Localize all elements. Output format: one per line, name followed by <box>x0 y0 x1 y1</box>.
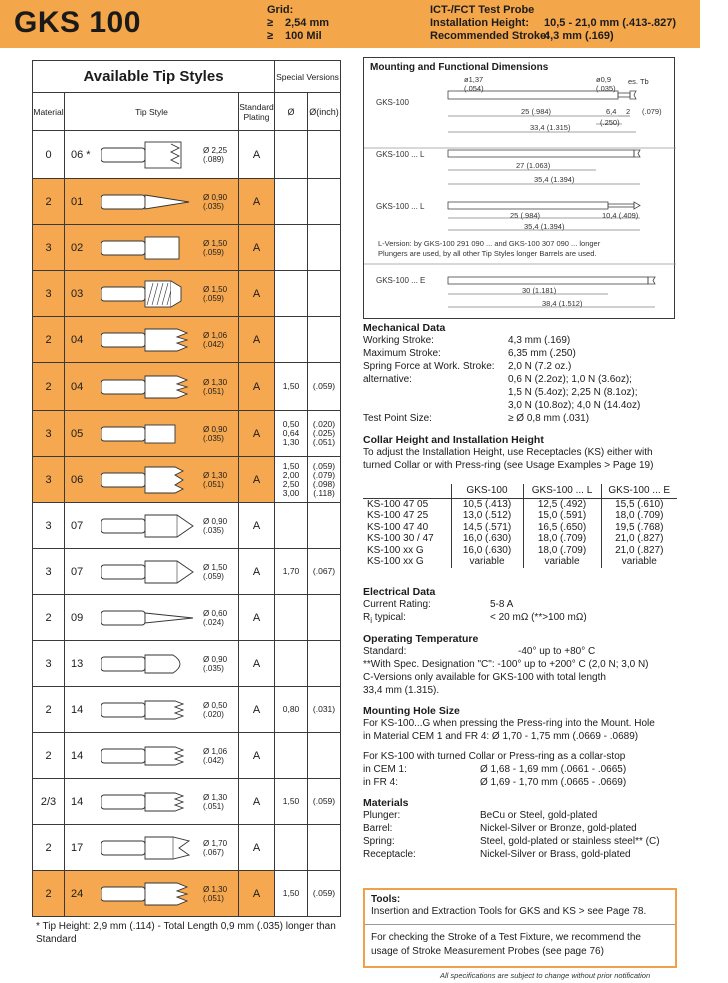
tip-diameter: Ø 0,50 (.020) <box>203 700 228 719</box>
tip-style-cell <box>65 779 239 825</box>
special-diameter-cell: 1,50 <box>275 779 308 825</box>
mech-working-stroke-label: Working Stroke: <box>363 335 434 346</box>
probe-type: ICT-/FCT Test Probe <box>430 4 535 16</box>
tip-shape-icon <box>101 601 203 635</box>
tip-shape-icon <box>101 509 203 543</box>
probe3-354: 35,4 (1.394) <box>524 222 565 231</box>
tip-style-cell <box>65 225 239 271</box>
grid-mm: ≥ 2,54 mm <box>267 17 330 29</box>
hole-fr4-value: Ø 1,69 - 1,70 mm (.0665 - .0669) <box>480 777 627 788</box>
plating-header: Standard Plating <box>239 93 275 131</box>
material-header: Material <box>33 93 65 131</box>
diameter-header: Ø <box>275 93 308 131</box>
tip-row <box>33 131 341 179</box>
temp-standard-label: Standard: <box>363 646 407 657</box>
mech-spring-force-label: Spring Force at Work. Stroke: <box>363 361 495 372</box>
special-inch-cell: (.059) (.079) (.098) (.118) <box>308 457 341 503</box>
collar-cell: variable <box>601 556 677 568</box>
special-inch-cell: (.031) <box>308 687 341 733</box>
temp-spec-c: **With Spec. Designation "C": -100° up to +200° C (2,0 N; 3,0 N) <box>363 659 649 670</box>
tip-code: 04 <box>71 333 84 346</box>
tip-code: 14 <box>71 749 84 762</box>
tip-code: 09 <box>71 611 84 624</box>
plating-cell: A <box>239 733 275 779</box>
tip-row <box>33 687 341 733</box>
tip-style-cell <box>65 503 239 549</box>
collar-header-3: GKS-100 ... E <box>601 484 677 498</box>
tip-code: 06 <box>71 473 84 486</box>
tip-code: 05 <box>71 427 84 440</box>
special-inch-cell: (.059) <box>308 779 341 825</box>
tip-diameter: Ø 1,30 (.051) <box>203 470 228 489</box>
collar-cell: KS-100 47 05 <box>367 498 429 510</box>
special-diameter-cell <box>275 271 308 317</box>
collar-cell: 15,0 (.591) <box>523 510 601 522</box>
tip-row <box>33 271 341 317</box>
tip-shape-icon <box>101 739 203 773</box>
collar-cell: 16,0 (.630) <box>451 533 523 545</box>
plating-cell: A <box>239 779 275 825</box>
mech-test-point-value: ≥ Ø 0,8 mm (.031) <box>508 413 590 424</box>
plating-cell: A <box>239 457 275 503</box>
mech-alternative-label: alternative: <box>363 374 412 385</box>
collar-header-1: GKS-100 <box>451 484 523 498</box>
tip-row <box>33 317 341 363</box>
collar-row <box>363 498 677 510</box>
tip-style-cell <box>65 411 239 457</box>
tools-text-1: Insertion and Extraction Tools for GKS and KS > see Page 78. <box>371 906 647 917</box>
tip-code: 17 <box>71 841 84 854</box>
diameter-inch-header: Ø(inch) <box>308 93 341 131</box>
probe4-label: GKS-100 ... E <box>376 276 426 285</box>
probe1-2: 2 <box>626 107 631 116</box>
mat-barrel-label: Barrel: <box>363 823 393 834</box>
special-diameter-cell <box>275 733 308 779</box>
tip-style-cell <box>65 317 239 363</box>
collar-cell: 12,5 (.492) <box>523 498 601 510</box>
collar-header-0 <box>363 484 451 498</box>
material-cell: 3 <box>33 411 65 457</box>
mechanical-title: Mechanical Data <box>363 322 446 334</box>
tip-diameter: Ø 1,30 (.051) <box>203 377 228 396</box>
grid-label: Grid: <box>267 4 294 16</box>
collar-cell: 18,0 (.709) <box>523 533 601 545</box>
probe1-d1: ø1,37 <box>464 75 484 84</box>
tip-shape-icon <box>101 277 203 311</box>
tip-shape-icon <box>101 370 203 404</box>
material-cell: 2 <box>33 871 65 917</box>
probe1-d2-inch: (.035) <box>596 84 616 93</box>
collar-row <box>363 545 677 557</box>
probe3-label: GKS-100 ... L <box>376 202 425 211</box>
tip-shape-icon <box>101 417 203 451</box>
mat-barrel-value: Nickel-Silver or Bronze, gold-plated <box>480 823 637 834</box>
tip-code: 13 <box>71 657 84 670</box>
special-diameter-cell <box>275 595 308 641</box>
tip-code: 03 <box>71 287 84 300</box>
special-diameter-cell <box>275 503 308 549</box>
probe4-384: 38,4 (1.512) <box>542 299 583 308</box>
mech-test-point-label: Test Point Size: <box>363 413 432 424</box>
special-inch-cell <box>308 131 341 179</box>
tip-style-cell <box>65 131 239 179</box>
tip-diameter: Ø 0,90 (.035) <box>203 192 228 211</box>
tip-style-cell <box>65 179 239 225</box>
tip-row <box>33 225 341 271</box>
tip-row <box>33 549 341 595</box>
collar-header-2: GKS-100 ... L <box>523 484 601 498</box>
material-cell: 3 <box>33 503 65 549</box>
plating-cell: A <box>239 411 275 457</box>
probe1-2-inch: (.079) <box>642 107 662 116</box>
temperature-title: Operating Temperature <box>363 633 479 645</box>
probe2-354: 35,4 (1.394) <box>534 175 575 184</box>
collar-cell: 21,0 (.827) <box>601 545 677 557</box>
special-inch-cell <box>308 825 341 871</box>
tip-code: 14 <box>71 795 84 808</box>
tip-styles-table <box>32 60 341 917</box>
recommended-stroke: Recommended Stroke: 4,3 mm (.169) <box>430 30 614 42</box>
material-cell: 2 <box>33 363 65 411</box>
material-cell: 3 <box>33 271 65 317</box>
probe1-d1-inch: (.054) <box>464 84 484 93</box>
mech-alternative-2: 1,5 N (5.4oz); 2,25 N (8.1oz); <box>508 387 638 398</box>
mat-receptacle-value: Nickel-Silver or Brass, gold-plated <box>480 849 631 860</box>
materials-title: Materials <box>363 797 409 809</box>
hole-text-3: For KS-100 with turned Collar or Press-ring as a collar-stop <box>363 751 626 762</box>
probe1-334: 33,4 (1.315) <box>530 123 571 132</box>
tip-row <box>33 779 341 825</box>
special-versions-header: Special Versions <box>275 61 341 93</box>
tip-row <box>33 733 341 779</box>
tip-row <box>33 457 341 503</box>
mech-alternative-3: 3,0 N (10.8oz); 4,0 N (14.4oz) <box>508 400 641 411</box>
collar-title: Collar Height and Installation Height <box>363 434 544 446</box>
plating-cell: A <box>239 179 275 225</box>
collar-cell: variable <box>451 556 523 568</box>
page-header <box>0 0 728 48</box>
collar-cell: 16,5 (.650) <box>523 522 601 534</box>
tools-text-3: usage of Stroke Measurement Probes (see page 76) <box>371 946 604 957</box>
plating-cell: A <box>239 225 275 271</box>
tip-code: 02 <box>71 241 84 254</box>
tip-row <box>33 503 341 549</box>
special-inch-cell <box>308 179 341 225</box>
material-cell: 2 <box>33 317 65 363</box>
probe1-25: 25 (.984) <box>521 107 552 116</box>
collar-row <box>363 533 677 545</box>
mech-max-stroke-value: 6,35 mm (.250) <box>508 348 576 359</box>
special-diameter-cell <box>275 317 308 363</box>
mounting-title: Mounting and Functional Dimensions <box>370 62 549 73</box>
tip-style-cell <box>65 549 239 595</box>
special-diameter-cell: 1,50 <box>275 363 308 411</box>
tip-row <box>33 179 341 225</box>
special-diameter-cell <box>275 825 308 871</box>
tip-row <box>33 595 341 641</box>
material-cell: 3 <box>33 225 65 271</box>
tip-diameter: Ø 1,50 (.059) <box>203 238 228 257</box>
special-inch-cell: (.020) (.025) (.051) <box>308 411 341 457</box>
collar-row <box>363 556 677 568</box>
tip-diameter: Ø 1,30 (.051) <box>203 884 228 903</box>
plating-cell: A <box>239 503 275 549</box>
probe1-64: 6,4 <box>606 107 617 116</box>
collar-cell: 21,0 (.827) <box>601 533 677 545</box>
collar-table <box>363 484 677 568</box>
mounting-dimensions-box <box>363 57 675 319</box>
material-cell: 2/3 <box>33 779 65 825</box>
install-height: Installation Height: 10,5 - 21,0 mm (.413-.827) <box>430 17 677 29</box>
plating-cell: A <box>239 271 275 317</box>
tip-code: 07 <box>71 565 84 578</box>
material-cell: 2 <box>33 733 65 779</box>
collar-cell: variable <box>523 556 601 568</box>
mat-receptacle-label: Receptacle: <box>363 849 416 860</box>
collar-cell: 18,0 (.709) <box>523 545 601 557</box>
tip-diameter: Ø 1,06 (.042) <box>203 330 228 349</box>
special-inch-cell <box>308 595 341 641</box>
special-diameter-cell: 1,50 <box>275 871 308 917</box>
elec-resistance-value: < 20 mΩ (**>100 mΩ) <box>490 612 587 623</box>
collar-desc-1: To adjust the Installation Height, use Receptacles (KS) either with <box>363 447 653 458</box>
special-diameter-cell: 1,50 2,00 2,50 3,00 <box>275 457 308 503</box>
hole-text-1: For KS-100...G when pressing the Press-ring into the Mount. Hole <box>363 718 655 729</box>
tools-divider <box>365 924 675 925</box>
plating-cell: A <box>239 825 275 871</box>
temp-standard-value: -40° up to +80° C <box>518 646 596 657</box>
tip-shape-icon <box>101 831 203 865</box>
tip-diameter: Ø 1,50 (.059) <box>203 284 228 303</box>
probe1-64-inch: (.250) <box>600 118 620 127</box>
tip-row <box>33 641 341 687</box>
mech-max-stroke-label: Maximum Stroke: <box>363 348 441 359</box>
plating-cell: A <box>239 549 275 595</box>
temp-total-length: 33,4 mm (1.315). <box>363 685 440 696</box>
table-footnote: * Tip Height: 2,9 mm (.114) - Total Length 0,9 mm (.035) longer than Standard <box>36 921 336 945</box>
special-diameter-cell <box>275 131 308 179</box>
tip-style-cell <box>65 457 239 503</box>
tip-style-cell <box>65 871 239 917</box>
plating-cell: A <box>239 595 275 641</box>
collar-cell: KS-100 47 25 <box>367 510 429 521</box>
disclaimer: All specifications are subject to change without prior notification <box>440 971 651 980</box>
mat-plunger-value: BeCu or Steel, gold-plated <box>480 810 598 821</box>
tip-style-cell <box>65 733 239 779</box>
collar-cell: 16,0 (.630) <box>451 545 523 557</box>
collar-cell: 14,5 (.571) <box>451 522 523 534</box>
tools-title: Tools: <box>371 894 401 905</box>
tip-style-header: Tip Style <box>65 93 239 131</box>
plating-cell: A <box>239 363 275 411</box>
tip-row <box>33 363 341 411</box>
mat-plunger-label: Plunger: <box>363 810 401 821</box>
mat-spring-label: Spring: <box>363 836 395 847</box>
tip-style-cell <box>65 595 239 641</box>
plating-cell: A <box>239 641 275 687</box>
material-cell: 3 <box>33 549 65 595</box>
material-cell: 2 <box>33 595 65 641</box>
elec-current-value: 5-8 A <box>490 599 514 610</box>
hole-text-2: in Material CEM 1 and FR 4: Ø 1,70 - 1,75 mm (.0669 - .0689) <box>363 731 639 742</box>
tip-diameter: Ø 0,90 (.035) <box>203 424 228 443</box>
tip-shape-icon <box>101 138 203 172</box>
plating-cell: A <box>239 131 275 179</box>
probe3-104: 10,4 (.409) <box>602 211 639 220</box>
tip-code: 01 <box>71 195 84 208</box>
special-inch-cell: (.059) <box>308 871 341 917</box>
probe1-d2: ø0,9 <box>596 75 612 84</box>
tip-shape-icon <box>101 185 203 219</box>
tip-row <box>33 411 341 457</box>
tip-diameter: Ø 1,06 (.042) <box>203 746 228 765</box>
special-diameter-cell: 1,70 <box>275 549 308 595</box>
material-cell: 3 <box>33 457 65 503</box>
collar-row <box>363 522 677 534</box>
probe3-25: 25 (.984) <box>510 211 541 220</box>
temp-c-versions: C-Versions only available for GKS-100 with total length <box>363 672 606 683</box>
tip-shape-icon <box>101 323 203 357</box>
special-diameter-cell: 0,80 <box>275 687 308 733</box>
material-cell: 3 <box>33 641 65 687</box>
collar-cell: 19,5 (.768) <box>601 522 677 534</box>
tip-code: 04 <box>71 380 84 393</box>
probe4-30: 30 (1.181) <box>522 286 557 295</box>
material-cell: 2 <box>33 687 65 733</box>
special-inch-cell <box>308 641 341 687</box>
special-inch-cell <box>308 733 341 779</box>
special-diameter-cell <box>275 225 308 271</box>
tip-style-cell <box>65 271 239 317</box>
tools-text-2: For checking the Stroke of a Test Fixture, we recommend the <box>371 932 641 943</box>
collar-cell: KS-100 47 40 <box>367 521 429 533</box>
special-inch-cell <box>308 503 341 549</box>
special-diameter-cell <box>275 641 308 687</box>
tools-box <box>363 888 677 968</box>
collar-cell: KS-100 30 / 47 <box>367 533 434 544</box>
collar-cell: 13,0 (.512) <box>451 510 523 522</box>
collar-cell: 15,5 (.610) <box>601 498 677 510</box>
l-version-note: L-Version: by GKS-100 291 090 ... and GKS-100 307 090 ... longer Plungers are used, by all other Tip Styles longer Barrels are used. <box>378 239 601 258</box>
probe1-label: GKS-100 <box>376 98 409 107</box>
collar-cell: KS-100 xx G <box>367 556 424 567</box>
electrical-title: Electrical Data <box>363 586 436 598</box>
tip-shape-icon <box>101 693 203 727</box>
hole-fr4-label: in FR 4: <box>363 777 399 788</box>
tip-style-cell <box>65 687 239 733</box>
mech-working-stroke-value: 4,3 mm (.169) <box>508 335 571 346</box>
tip-diameter: Ø 1,30 (.051) <box>203 792 228 811</box>
mech-spring-force-value: 2,0 N (7.2 oz.) <box>508 361 572 372</box>
tip-code: 14 <box>71 703 84 716</box>
tip-style-cell <box>65 641 239 687</box>
mech-alternative-1: 0,6 N (2.2oz); 1,0 N (3.6oz); <box>508 374 632 385</box>
tip-code: 07 <box>71 519 84 532</box>
tip-shape-icon <box>101 555 203 589</box>
special-inch-cell <box>308 317 341 363</box>
special-inch-cell: (.067) <box>308 549 341 595</box>
special-diameter-cell <box>275 179 308 225</box>
tip-style-cell <box>65 363 239 411</box>
elec-current-label: Current Rating: <box>363 599 431 610</box>
tip-diameter: Ø 1,50 (.059) <box>203 562 228 581</box>
grid-mil: ≥ 100 Mil <box>267 30 322 42</box>
plating-cell: A <box>239 317 275 363</box>
tip-shape-icon <box>101 231 203 265</box>
table-caption: Available Tip Styles <box>33 61 275 93</box>
hole-title: Mounting Hole Size <box>363 705 460 717</box>
tip-code: 24 <box>71 887 84 900</box>
tip-diameter: Ø 0,90 (.035) <box>203 516 228 535</box>
collar-row <box>363 510 677 522</box>
material-cell: 0 <box>33 131 65 179</box>
plating-cell: A <box>239 687 275 733</box>
collar-cell: 18,0 (.709) <box>601 510 677 522</box>
probe2-27: 27 (1.063) <box>516 161 551 170</box>
tip-row <box>33 825 341 871</box>
material-cell: 2 <box>33 825 65 871</box>
probe2-label: GKS-100 ... L <box>376 150 425 159</box>
tip-diameter: Ø 0,90 (.035) <box>203 654 228 673</box>
plating-cell: A <box>239 871 275 917</box>
special-inch-cell <box>308 271 341 317</box>
collar-desc-2: turned Collar or with Press-ring (see Usage Examples > Page 19) <box>363 460 654 471</box>
tip-code: 06 * <box>71 148 91 161</box>
tip-shape-icon <box>101 877 203 911</box>
tip-shape-icon <box>101 463 203 497</box>
collar-cell: KS-100 xx G <box>367 544 424 556</box>
page-title: GKS 100 <box>14 6 141 39</box>
tip-shape-icon <box>101 785 203 819</box>
elec-resistance-label: $R_i$ typical: <box>363 612 406 625</box>
tip-row <box>33 871 341 917</box>
special-diameter-cell: 0,50 0,64 1,30 <box>275 411 308 457</box>
tip-diameter: Ø 1,70 (.067) <box>203 838 228 857</box>
probe1-es: es. Tb <box>628 77 649 86</box>
special-inch-cell <box>308 225 341 271</box>
special-inch-cell: (.059) <box>308 363 341 411</box>
tip-shape-icon <box>101 647 203 681</box>
mat-spring-value: Steel, gold-plated or stainless steel** (C) <box>480 836 660 847</box>
tip-diameter: Ø 0,60 (.024) <box>203 608 228 627</box>
hole-cem1-label: in CEM 1: <box>363 764 407 775</box>
collar-cell: 10,5 (.413) <box>451 498 523 510</box>
material-cell: 2 <box>33 179 65 225</box>
tip-style-cell <box>65 825 239 871</box>
tip-diameter: Ø 2,25 (.089) <box>203 145 228 164</box>
hole-cem1-value: Ø 1,68 - 1,69 mm (.0661 - .0665) <box>480 764 627 775</box>
